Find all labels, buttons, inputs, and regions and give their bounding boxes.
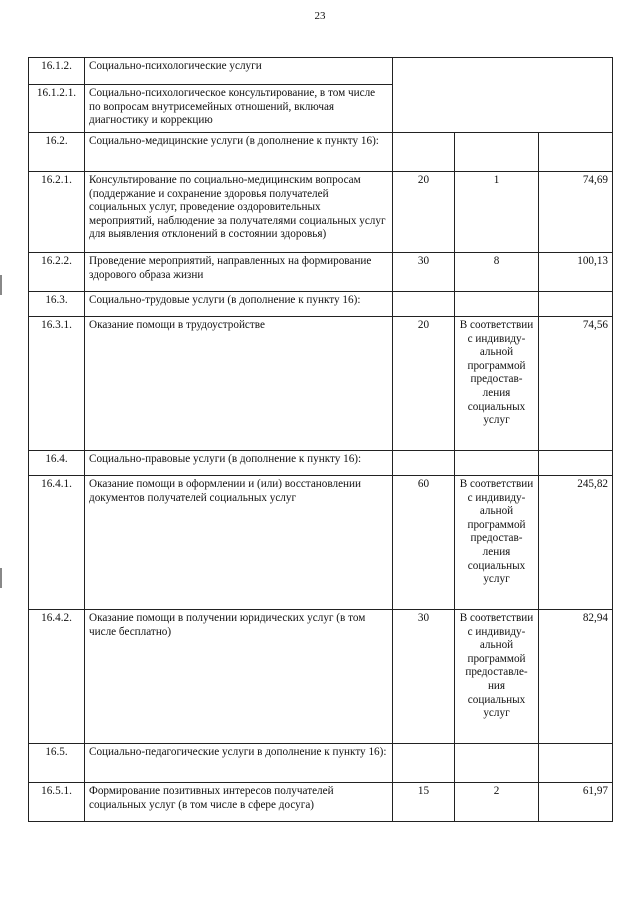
row-frequency: В соответствии с индивиду-альной программой предостав-ления социальных услуг <box>455 317 539 451</box>
table-row <box>29 317 613 451</box>
row-service-name: Социально-трудовые услуги (в дополнение к пункту 16): <box>85 292 393 317</box>
row-code: 16.3.1. <box>29 317 85 451</box>
row-volume: 15 <box>393 783 455 822</box>
row-volume <box>393 451 455 476</box>
row-price: 82,94 <box>539 610 613 744</box>
row-price: 245,82 <box>539 476 613 610</box>
row-code: 16.2.2. <box>29 253 85 292</box>
row-price: 100,13 <box>539 253 613 292</box>
services-table <box>28 57 613 822</box>
row-price <box>539 451 613 476</box>
row-service-name: Оказание помощи в оформлении и (или) восстановлении документов получателей социальных услуг <box>85 476 393 610</box>
row-frequency: 1 <box>455 172 539 253</box>
row-service-name: Проведение мероприятий, направленных на формирование здорового образа жизни <box>85 253 393 292</box>
row-frequency <box>455 292 539 317</box>
table-row <box>29 133 613 172</box>
table-row <box>29 610 613 744</box>
row-service-name: Оказание помощи в трудоустройстве <box>85 317 393 451</box>
row-code: 16.4.1. <box>29 476 85 610</box>
row-volume: 30 <box>393 610 455 744</box>
table-row <box>29 783 613 822</box>
table-row <box>29 476 613 610</box>
row-volume: 20 <box>393 317 455 451</box>
row-price: 74,69 <box>539 172 613 253</box>
row-service-name: Оказание помощи в получении юридических услуг (в том числе бесплатно) <box>85 610 393 744</box>
scan-edge-mark <box>0 275 2 295</box>
table-row <box>29 172 613 253</box>
row-frequency <box>455 744 539 783</box>
row-service-name: Социально-психологические услуги <box>85 58 393 85</box>
row-service-name: Консультирование по социально-медицинским вопросам (поддержание и сохранение здоровья получателей социальных услуг, проведение оздоровительных мероприятий, наблюдение за получателями социальных услуг для выявления отклонений в состоянии здоровья) <box>85 172 393 253</box>
row-frequency: В соответствии с индивиду-альной программой предостав-ления социальных услуг <box>455 476 539 610</box>
row-code: 16.5. <box>29 744 85 783</box>
row-empty-merged <box>393 58 613 133</box>
row-frequency <box>455 451 539 476</box>
table-row <box>29 253 613 292</box>
row-price <box>539 292 613 317</box>
row-service-name: Социально-психологическое консультирование, в том числе по вопросам внутрисемейных отношений, включая диагностику и коррекцию <box>85 85 393 133</box>
row-frequency: В соответствии с индивиду-альной программой предоставле-ния социальных услуг <box>455 610 539 744</box>
row-code: 16.4. <box>29 451 85 476</box>
row-frequency: 8 <box>455 253 539 292</box>
row-service-name: Социально-педагогические услуги в дополнение к пункту 16): <box>85 744 393 783</box>
row-volume <box>393 744 455 783</box>
table-row <box>29 292 613 317</box>
row-price <box>539 133 613 172</box>
row-price <box>539 744 613 783</box>
table-row <box>29 58 613 85</box>
row-frequency <box>455 133 539 172</box>
row-code: 16.1.2. <box>29 58 85 85</box>
row-code: 16.2.1. <box>29 172 85 253</box>
row-service-name: Формирование позитивных интересов получателей социальных услуг (в том числе в сфере досуга) <box>85 783 393 822</box>
row-price: 61,97 <box>539 783 613 822</box>
row-price: 74,56 <box>539 317 613 451</box>
page-number: 23 <box>314 10 326 22</box>
scan-edge-mark <box>0 568 2 588</box>
table-row <box>29 744 613 783</box>
row-service-name: Социально-правовые услуги (в дополнение к пункту 16): <box>85 451 393 476</box>
row-code: 16.1.2.1. <box>29 85 85 133</box>
row-volume: 30 <box>393 253 455 292</box>
row-frequency: 2 <box>455 783 539 822</box>
row-volume: 60 <box>393 476 455 610</box>
row-volume <box>393 292 455 317</box>
row-volume: 20 <box>393 172 455 253</box>
row-volume <box>393 133 455 172</box>
row-code: 16.5.1. <box>29 783 85 822</box>
table-row <box>29 451 613 476</box>
row-code: 16.4.2. <box>29 610 85 744</box>
row-service-name: Социально-медицинские услуги (в дополнение к пункту 16): <box>85 133 393 172</box>
row-code: 16.2. <box>29 133 85 172</box>
row-code: 16.3. <box>29 292 85 317</box>
